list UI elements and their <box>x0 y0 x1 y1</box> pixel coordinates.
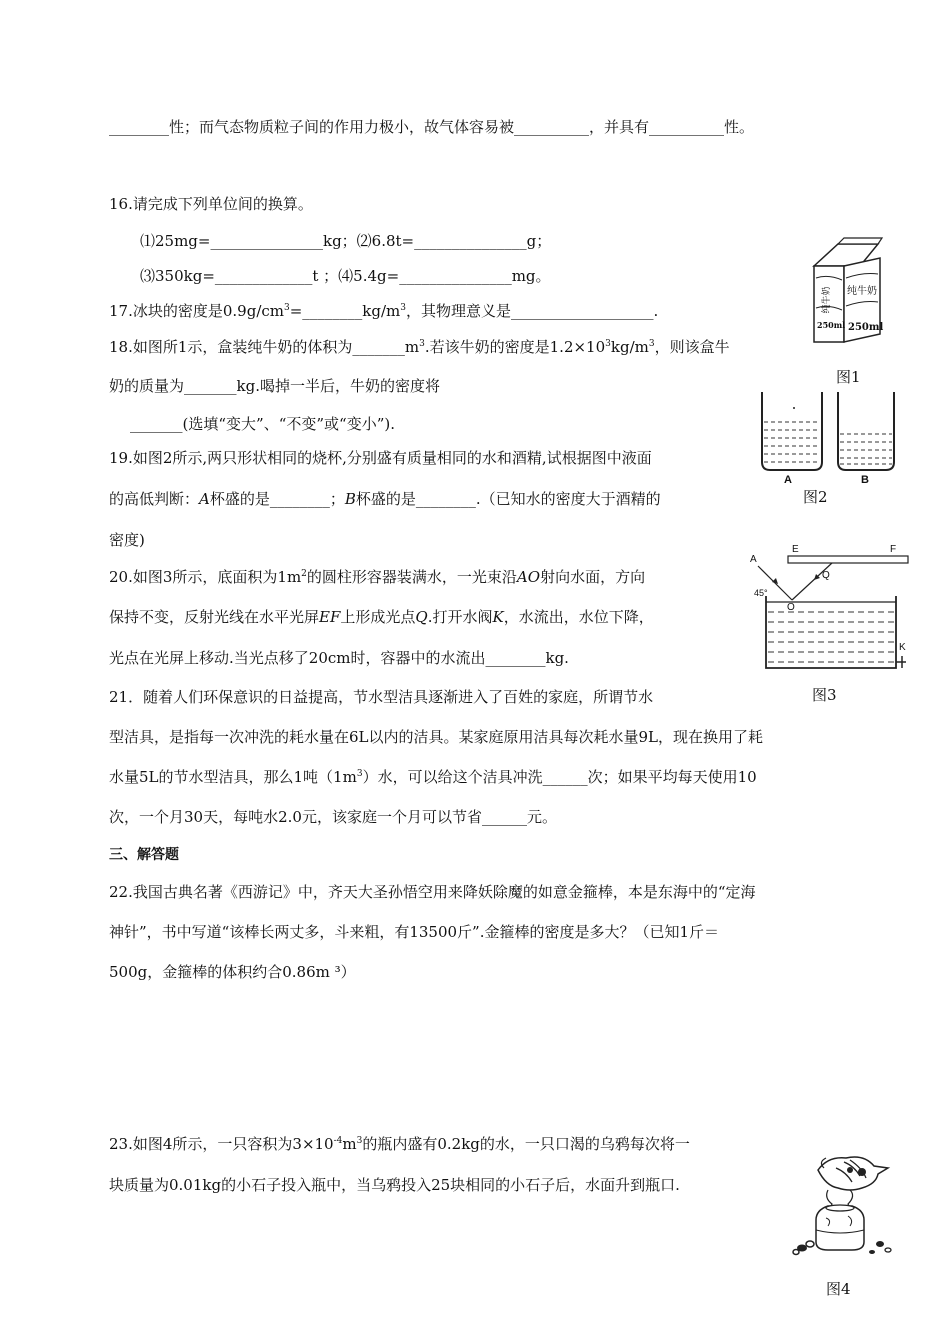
label-a: A <box>750 554 757 565</box>
q19-line-3: 密度) <box>109 531 145 549</box>
q21-line-1: 21．随着人们环保意识的日益提高，节水型洁具逐渐进入了百姓的家庭，所谓节水 <box>109 688 654 706</box>
figure-4-caption: 图4 <box>826 1280 851 1298</box>
label-o: O <box>787 602 795 613</box>
label-f: F <box>890 544 897 555</box>
label-k: K <box>899 642 906 653</box>
q16-stem: 16.请完成下列单位间的换算。 <box>109 195 313 213</box>
label-q: Q <box>822 570 830 581</box>
q21-line-2: 型洁具，是指每一次冲洗的耗水量在6L以内的洁具。某家庭原用洁具每次耗水量9L，现在换用了耗 <box>109 728 764 746</box>
q22-line-2: 神针”，书中写道“该棒长两丈多，斗来粗，有13500斤”.金箍棒的密度是多大？（已知1斤＝ <box>109 923 720 941</box>
figure-3-reflection <box>740 540 910 672</box>
label-angle: 45° <box>754 588 768 598</box>
q17: 17.冰块的密度是$0.9g/cm^3=\_\_\_\_\_\_\_\_kg/m^3$，其物理意义是___________________. <box>109 302 659 320</box>
q16-part-1-2: ⑴25mg=_______________kg；⑵6.8t=_______________g； <box>140 232 552 250</box>
beaker-label-b: B <box>861 474 869 486</box>
carton-text-right: 纯牛奶 <box>847 286 877 297</box>
q18-line-3: _______(选填“变大”、“不变”或“变小”). <box>130 415 395 433</box>
q20-line-2: 保持不变，反射光线在水平光屏EF上形成光点Q.打开水阀K，水流出，水位下降， <box>109 608 654 626</box>
figure-3-caption: 图3 <box>812 686 837 704</box>
q22-line-1: 22.我国古典名著《西游记》中，齐天大圣孙悟空用来降妖除魔的如意金箍棒，本是东海中的“定海 <box>109 883 756 901</box>
q22-line-3: 500g，金箍棒的体积约合0.86m ³） <box>109 963 356 981</box>
figure-1-milk-carton <box>808 238 888 348</box>
carton-text-left: 纯牛奶 <box>822 286 832 314</box>
q18-line-2: 奶的质量为_______kg.喝掉一半后，牛奶的密度将 <box>109 377 440 395</box>
q19-line-2: 的高低判断：A杯盛的是________；B杯盛的是________.（已知水的密度大于酒精的 <box>109 490 661 508</box>
figure-4-crow-bottle <box>788 1148 900 1260</box>
q20-line-1: 20.如图3所示，底面积为$1m^2$的圆柱形容器装满水，一光束沿AO射向水面，方向 <box>109 568 646 586</box>
q23-line-2: 块质量为0.01kg的小石子投入瓶中，当乌鸦投入25块相同的小石子后，水面升到瓶口. <box>109 1176 680 1194</box>
q19-line-1: 19.如图2所示,两只形状相同的烧杯,分别盛有质量相同的水和酒精,试根据图中液面 <box>109 449 652 467</box>
q20-line-3: 光点在光屏上移动.当光点移了20cm时，容器中的水流出________kg. <box>109 649 569 667</box>
figure-1-caption: 图1 <box>836 368 861 386</box>
q21-line-3: 水量5L的节水型洁具，那么1吨$(1m^3)$水，可以给这个洁具冲洗______次；如果平均每天使用10 <box>109 768 757 786</box>
q16-part-3-4: ⑶350kg=_____________t ；⑷5.4g=_______________mg。 <box>140 267 551 285</box>
figure-2-caption: 图2 <box>803 488 828 506</box>
label-e: E <box>792 544 799 555</box>
q18-line-1: 18.如图所1示，盒装纯牛奶的体积为$\_\_\_\_\_\_\_m^3$.若该牛奶的密度是$1.2\times 10^3kg/m^3$，则该盒牛 <box>109 338 730 356</box>
q21-line-4: 次，一个月30天，每吨水2.0元，该家庭一个月可以节省______元。 <box>109 808 557 826</box>
carton-volume-right: 250ml <box>848 322 884 333</box>
beaker-label-a: A <box>784 474 792 486</box>
carton-volume-left: 250ml <box>817 320 846 330</box>
q15-continuation: ________性；而气态物质粒子间的作用力极小，故气体容易被__________，并具有__________性。 <box>109 118 755 136</box>
section-heading-answer: 三、解答题 <box>109 847 179 863</box>
q23-line-1: 23.如图4所示，一只容积为$3\times 10^{-4}m^3$的瓶内盛有0.2kg的水，一只口渴的乌鸦每次将一 <box>109 1135 690 1153</box>
figure-2-beakers <box>756 392 896 484</box>
